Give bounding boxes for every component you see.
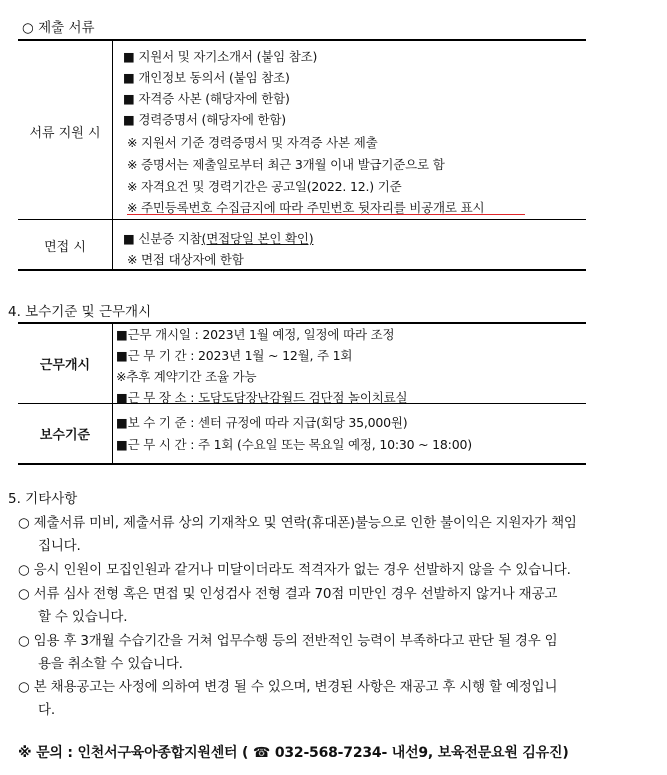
list-item: ■ 개인정보 동의서 (붙임 참조) — [123, 70, 290, 85]
table-border-top — [18, 39, 586, 41]
list-item: ※ 자격요건 및 경력기간은 공고일(2022. 12.) 기준 — [127, 179, 402, 194]
etc-line: 다. — [38, 702, 55, 718]
table-border-bottom — [18, 269, 586, 271]
list-item-text: ■ 신분증 지참 — [123, 231, 202, 246]
etc-line: ○ 서류 심사 전형 혹은 면접 및 인성검사 전형 결과 70점 미만인 경우 선발하지 않거나 재공고 — [18, 586, 558, 602]
list-item: ■근 무 기 간 : 2023년 1월 ~ 12월, 주 1회 — [116, 348, 353, 363]
table-row-divider — [18, 219, 586, 220]
list-item: ■ 경력증명서 (해당자에 한함) — [123, 112, 286, 127]
list-item: ■근무 개시일 : 2023년 1월 예정, 일정에 따라 조정 — [116, 327, 395, 342]
underlined-note: (면접당일 본인 확인) — [201, 231, 314, 246]
list-item: ※ 주민등록번호 수집금지에 따라 주민번호 뒷자리를 비공개로 표시 — [127, 200, 485, 215]
table-border-top — [18, 322, 586, 324]
list-item: ■근 무 장 소 : 도담도담장난감월드 검단점 놀이치료실 — [116, 390, 408, 405]
contact-footer: ※ 문의 : 인천서구육아종합지원센터 ( ☎ 032-568-7234- 내선9, 보육전문요원 김유진) — [18, 745, 569, 761]
red-underline-emphasis — [127, 214, 525, 215]
etc-line: 할 수 있습니다. — [38, 609, 128, 625]
list-item — [123, 229, 313, 247]
etc-line: ○ 임용 후 3개월 수습기간을 거쳐 업무수행 등의 전반적인 능력이 부족하다고 판단 될 경우 임 — [18, 633, 558, 649]
table-column-divider — [112, 323, 113, 464]
section-docs-title: ○ 제출 서류 — [22, 20, 95, 36]
etc-line: 집니다. — [38, 538, 81, 554]
list-item: ■ 지원서 및 자기소개서 (붙임 참조) — [123, 49, 318, 64]
docs-row-label-interview: 면접 시 — [44, 240, 86, 255]
list-item: ※ 증명서는 제출일로부터 최근 3개월 이내 발급기준으로 함 — [127, 157, 445, 172]
list-item: ※ 면접 대상자에 한함 — [127, 252, 244, 267]
pay-row-label-pay: 보수기준 — [39, 428, 91, 443]
etc-line: 용을 취소할 수 있습니다. — [38, 656, 183, 672]
list-item: ■ 자격증 사본 (해당자에 한함) — [123, 91, 290, 106]
docs-row-label-application: 서류 지원 시 — [29, 126, 101, 141]
list-item: ■근 무 시 간 : 주 1회 (수요일 또는 목요일 예정, 10:30 ~ 18:00) — [116, 437, 472, 452]
etc-line: ○ 본 채용공고는 사정에 의하여 변경 될 수 있으며, 변경된 사항은 재공고 후 시행 할 예정입니 — [18, 679, 558, 695]
table-column-divider — [112, 40, 113, 270]
list-item: ※ 지원서 기준 경력증명서 및 자격증 사본 제출 — [127, 135, 378, 150]
pay-row-label-start: 근무개시 — [39, 358, 91, 373]
list-item: ※추후 계약기간 조율 가능 — [116, 369, 257, 384]
list-item: ■보 수 기 준 : 센터 규정에 따라 지급(회당 35,000원) — [116, 415, 408, 430]
etc-line: ○ 제출서류 미비, 제출서류 상의 기재착오 및 연락(휴대폰)불능으로 인한 불이익은 지원자가 책임 — [18, 515, 577, 531]
section-pay-title: 4. 보수기준 및 근무개시 — [8, 304, 152, 320]
table-border-bottom — [18, 463, 586, 465]
section-etc-title: 5. 기타사항 — [8, 491, 78, 507]
etc-line: ○ 응시 인원이 모집인원과 같거나 미달이더라도 적격자가 없는 경우 선발하지 않을 수 있습니다. — [18, 562, 571, 578]
